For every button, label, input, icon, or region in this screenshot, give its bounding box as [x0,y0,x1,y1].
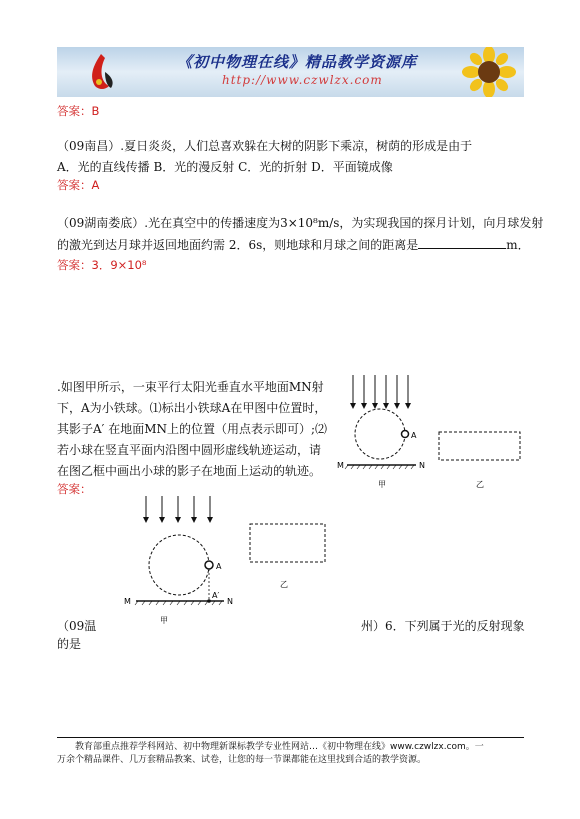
q3-stem-line2 [57,236,530,253]
q4-line1: .如图甲所示，一束平行太阳光垂直水平地面MN射 [57,380,324,394]
fig2-caption-yi: 乙 [280,580,288,589]
answer-sunlight-rays [143,496,213,523]
q1-answer: 答案：B [57,104,100,118]
sunlight-rays [350,375,411,409]
q5-part1: （09温 [57,619,97,633]
site-logo-icon [87,52,117,92]
footer-line1: 教育部重点推荐学科网站、初中物理新课标教学专业性网站…《初中物理在线》www.czwlzx.com。一 [75,742,484,752]
q3-stem-line2-text: 的激光到达月球并返回地面约需 2．6s，则地球和月球之间的距离是 [57,238,419,252]
fig1-caption-jia: 甲 [378,480,386,489]
footer-line2: 万余个精品课件、几万套精品教案、试卷，让您的每一节课都能在这里找到合适的教学资源。 [57,755,427,765]
q4-line2: 下，A为小铁球。⑴标出小铁球A在甲图中位置时， [57,401,327,415]
fig1-caption-yi: 乙 [476,480,484,489]
fig2-label-a: A [216,562,222,571]
fig1-label-a: A [411,431,417,440]
answer-iron-ball [205,561,213,569]
q2-stem: （09南昌）.夏日炎炎，人们总喜欢躲在大树的阴影下乘凉，树荫的形成是由于 [57,139,473,153]
q5-part2: 州）6．下列属于光的反射现象 [361,619,525,633]
fig2-caption-jia: 甲 [160,616,168,625]
fig1-box-yi [439,432,520,460]
q4-line4: 若小球在竖直平面内沿图中圆形虚线轨迹运动，请 [57,443,322,457]
fig2-label-n: N [227,597,233,606]
banner-title: 《初中物理在线》精品教学资源库 [177,53,418,71]
q4-line3: 其影子A′ 在地面MN上的位置（用点表示即可）;⑵ [57,422,328,436]
fig2-label-m: M [124,597,131,606]
fig2-label-a-prime: A′ [212,591,220,600]
q3-unit: m． [506,238,530,252]
fig1-label-n: N [419,461,425,470]
circular-path [355,409,405,459]
q4-figure-question [334,372,524,492]
q4-answer: 答案： [57,482,92,496]
q4-figure-answer [120,490,340,628]
q2-options: A．光的直线传播 B．光的漫反射 C．光的折射 D．平面镜成像 [57,160,393,174]
header-banner [57,47,524,97]
q5-line2: 的是 [57,637,82,651]
footer-divider [57,737,524,738]
q3-answer: 答案：3．9×10⁸ [57,258,147,272]
q3-answer-blank [418,238,506,249]
fig1-label-m: M [337,461,344,470]
banner-url[interactable]: http://www.czwlzx.com [222,73,383,87]
iron-ball [402,431,409,438]
fig2-box-yi [250,524,325,562]
q4-line5: 在图乙框中画出小球的影子在地面上运动的轨迹。 [57,464,322,478]
answer-circular-path [149,535,209,595]
q2-answer: 答案：A [57,178,100,192]
q3-stem-line1: （09湖南娄底）.光在真空中的传播速度为3×10⁸m/s，为实现我国的探月计划，向月球发射 [57,216,544,230]
sunflower-icon [461,47,517,97]
